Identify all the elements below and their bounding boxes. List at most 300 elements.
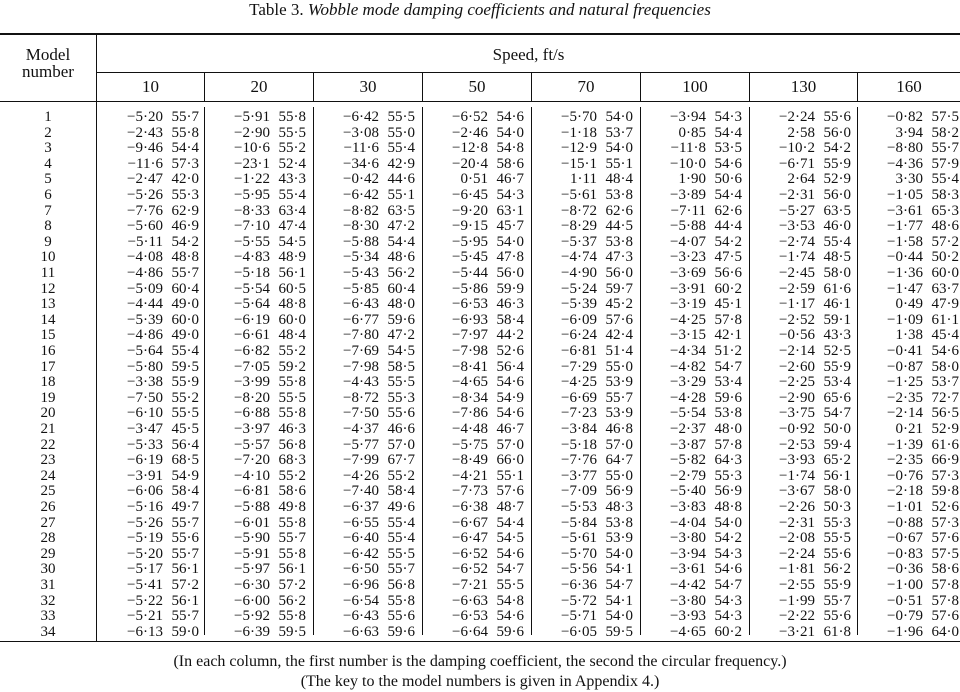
damping-coefficient: −3·84 [561, 421, 597, 437]
damping-coefficient: −4·36 [887, 155, 923, 172]
circular-frequency: 55·6 [823, 608, 851, 625]
circular-frequency: 56·2 [387, 265, 415, 281]
damping-coefficient: −3·61 [887, 202, 923, 219]
damping-coefficient: −2·31 [779, 187, 815, 203]
damping-coefficient: −6·88 [234, 405, 270, 422]
circular-frequency: 57·3 [931, 514, 959, 531]
table-row [0, 188, 960, 204]
damping-coefficient: −5·53 [561, 499, 597, 515]
damping-coefficient: −8·34 [452, 389, 488, 406]
damping-coefficient: −2·45 [779, 265, 815, 281]
circular-frequency: 53·8 [605, 233, 633, 250]
damping-coefficient: −3·29 [670, 374, 706, 391]
circular-frequency: 49·7 [171, 499, 199, 515]
speed-70-header: 70 [531, 73, 640, 101]
circular-frequency: 57·8 [714, 311, 742, 328]
circular-frequency: 47·4 [278, 218, 306, 235]
circular-frequency: 57·6 [931, 608, 959, 625]
circular-frequency: 46·1 [823, 296, 851, 313]
circular-frequency: 67·7 [387, 452, 415, 469]
damping-coefficient: −2·14 [779, 343, 815, 359]
damping-coefficient: −4·08 [127, 249, 163, 266]
damping-coefficient: −4·83 [234, 249, 270, 266]
damping-coefficient: −4·07 [670, 233, 706, 250]
damping-coefficient: −4·65 [670, 623, 706, 640]
model-number: 1 [44, 109, 52, 125]
circular-frequency: 53·9 [605, 405, 633, 422]
damping-coefficient: −3·67 [779, 483, 815, 500]
circular-frequency: 55·2 [387, 467, 415, 484]
circular-frequency: 48·4 [605, 171, 633, 188]
header-rule [0, 101, 960, 102]
damping-coefficient: 3·94 [895, 124, 923, 141]
circular-frequency: 59·5 [605, 623, 633, 640]
circular-frequency: 55·7 [171, 514, 199, 531]
damping-coefficient: −4·86 [127, 327, 163, 344]
damping-coefficient: −5·43 [343, 265, 379, 281]
circular-frequency: 63·1 [496, 202, 524, 219]
damping-coefficient: −7·20 [234, 452, 270, 469]
model-header-line-2: number [22, 62, 74, 81]
damping-coefficient: −2·18 [887, 483, 923, 500]
damping-coefficient: −4·28 [670, 389, 706, 406]
table-row [0, 625, 960, 641]
table-row [0, 578, 960, 594]
damping-coefficient: −8·30 [343, 218, 379, 235]
circular-frequency: 59·9 [496, 280, 524, 297]
damping-coefficient: −6·43 [343, 608, 379, 625]
model-number: 4 [44, 155, 52, 172]
damping-coefficient: −6·64 [452, 623, 488, 640]
circular-frequency: 64·3 [714, 452, 742, 469]
circular-frequency: 61·6 [931, 436, 959, 453]
circular-frequency: 55·7 [171, 545, 199, 562]
damping-coefficient: −4·65 [452, 374, 488, 391]
damping-coefficient: −5·55 [234, 233, 270, 250]
table-row [0, 531, 960, 547]
model-number: 13 [40, 296, 56, 313]
circular-frequency: 49·6 [387, 499, 415, 515]
circular-frequency: 55·4 [387, 514, 415, 531]
table-row [0, 516, 960, 532]
circular-frequency: 44·6 [387, 171, 415, 188]
circular-frequency: 55·1 [496, 467, 524, 484]
damping-coefficient: −3·80 [670, 592, 706, 609]
damping-coefficient: −7·09 [561, 483, 597, 500]
damping-coefficient: 1·38 [895, 327, 923, 344]
damping-coefficient: −7·97 [452, 327, 488, 344]
model-number: 18 [40, 374, 56, 391]
damping-coefficient: −5·91 [234, 109, 270, 125]
circular-frequency: 65·6 [823, 389, 851, 406]
damping-coefficient: −11·6 [127, 155, 163, 172]
damping-coefficient: −8·41 [452, 358, 488, 375]
damping-coefficient: −7·50 [127, 389, 163, 406]
circular-frequency: 55·5 [278, 389, 306, 406]
damping-coefficient: −6·71 [779, 155, 815, 172]
circular-frequency: 62·6 [714, 202, 742, 219]
model-number: 17 [40, 358, 56, 375]
damping-coefficient: −5·37 [561, 233, 597, 250]
damping-coefficient: −2·26 [779, 499, 815, 515]
circular-frequency: 59·0 [171, 623, 199, 640]
circular-frequency: 58·4 [496, 311, 524, 328]
circular-frequency: 56·5 [931, 405, 959, 422]
speed-values-header [0, 73, 960, 101]
circular-frequency: 51·4 [605, 343, 633, 359]
damping-coefficient: −6·81 [561, 343, 597, 359]
damping-coefficient: −5·61 [561, 530, 597, 547]
circular-frequency: 55·8 [278, 405, 306, 422]
circular-frequency: 52·6 [496, 343, 524, 359]
circular-frequency: 56·6 [714, 265, 742, 281]
circular-frequency: 47·9 [931, 296, 959, 313]
damping-coefficient: −1·74 [779, 249, 815, 266]
circular-frequency: 55·4 [171, 343, 199, 359]
damping-coefficient: −6·19 [127, 452, 163, 469]
damping-coefficient: −5·72 [561, 592, 597, 609]
circular-frequency: 55·5 [171, 405, 199, 422]
circular-frequency: 55·2 [171, 389, 199, 406]
damping-coefficient: −5·82 [670, 452, 706, 469]
circular-frequency: 58·6 [278, 483, 306, 500]
damping-coefficient: −1·74 [779, 467, 815, 484]
damping-coefficient: −5·86 [452, 280, 488, 297]
damping-coefficient: −7·29 [561, 358, 597, 375]
circular-frequency: 54·6 [496, 374, 524, 391]
top-rule [0, 33, 960, 35]
damping-coefficient: 0·49 [895, 296, 923, 313]
damping-coefficient: −5·54 [234, 280, 270, 297]
footnote-1: (In each column, the first number is the damping coefficient, the second the circular frequency.) [173, 653, 787, 670]
damping-coefficient: −1·99 [779, 592, 815, 609]
damping-coefficient: −6·45 [452, 187, 488, 203]
circular-frequency: 47·3 [605, 249, 633, 266]
damping-coefficient: 1·11 [570, 171, 597, 188]
circular-frequency: 54·0 [605, 545, 633, 562]
damping-coefficient: −10·0 [670, 155, 706, 172]
circular-frequency: 62·9 [171, 202, 199, 219]
circular-frequency: 55·2 [278, 343, 306, 359]
circular-frequency: 54·1 [605, 592, 633, 609]
circular-frequency: 55·9 [823, 155, 851, 172]
circular-frequency: 59·6 [496, 623, 524, 640]
damping-coefficient: −6·61 [234, 327, 270, 344]
circular-frequency: 42·4 [605, 327, 633, 344]
table-row [0, 438, 960, 454]
circular-frequency: 54·3 [714, 592, 742, 609]
table-caption [0, 0, 960, 20]
damping-coefficient: −6·42 [343, 545, 379, 562]
damping-coefficient: −8·80 [887, 140, 923, 157]
circular-frequency: 43·3 [278, 171, 306, 188]
circular-frequency: 58·2 [931, 124, 959, 141]
model-number: 15 [40, 327, 56, 344]
circular-frequency: 54·3 [714, 545, 742, 562]
damping-coefficient: −5·24 [561, 280, 597, 297]
caption-prefix: Table 3. [249, 0, 304, 19]
damping-coefficient: −4·25 [561, 374, 597, 391]
circular-frequency: 54·0 [714, 514, 742, 531]
circular-frequency: 53·4 [714, 374, 742, 391]
damping-coefficient: −5·44 [452, 265, 488, 281]
damping-coefficient: −5·70 [561, 109, 597, 125]
damping-coefficient: −2·22 [779, 608, 815, 625]
model-number: 24 [40, 467, 56, 484]
circular-frequency: 56·2 [278, 592, 306, 609]
damping-coefficient: −0·42 [343, 171, 379, 188]
damping-coefficient: −12·8 [452, 140, 488, 157]
circular-frequency: 44·4 [714, 218, 742, 235]
damping-coefficient: 3·30 [895, 171, 923, 188]
model-number: 10 [40, 249, 56, 266]
damping-coefficient: −7·99 [343, 452, 379, 469]
circular-frequency: 54·7 [714, 358, 742, 375]
damping-coefficient: −5·84 [561, 514, 597, 531]
circular-frequency: 53·5 [714, 140, 742, 157]
circular-frequency: 57·0 [387, 436, 415, 453]
damping-coefficient: −2·31 [779, 514, 815, 531]
footnote-2: (The key to the model numbers is given in Appendix 4.) [300, 673, 660, 690]
circular-frequency: 51·2 [714, 343, 742, 359]
damping-coefficient: −0·79 [887, 608, 923, 625]
damping-coefficient: −6·50 [343, 561, 379, 578]
damping-coefficient: 0·51 [460, 171, 488, 188]
damping-coefficient: −4·34 [670, 343, 706, 359]
circular-frequency: 55·5 [278, 124, 306, 141]
damping-coefficient: −1·05 [887, 187, 923, 203]
damping-coefficient: −4·43 [343, 374, 379, 391]
damping-coefficient: −4·04 [670, 514, 706, 531]
model-number: 7 [44, 202, 52, 219]
damping-coefficient: −5·61 [561, 187, 597, 203]
circular-frequency: 55·5 [823, 530, 851, 547]
damping-coefficient: −6·37 [343, 499, 379, 515]
model-number: 22 [40, 436, 56, 453]
table-row [0, 282, 960, 298]
damping-coefficient: −2·46 [452, 124, 488, 141]
speed-header: Speed, ft/s [492, 45, 565, 64]
damping-coefficient: −6·67 [452, 514, 488, 531]
circular-frequency: 54·2 [714, 530, 742, 547]
circular-frequency: 54·8 [496, 592, 524, 609]
circular-frequency: 56·0 [823, 124, 851, 141]
circular-frequency: 52·5 [823, 343, 851, 359]
damping-coefficient: −5·60 [127, 218, 163, 235]
damping-coefficient: −4·37 [343, 421, 379, 437]
damping-coefficient: −3·15 [670, 327, 706, 344]
damping-coefficient: −2·90 [779, 389, 815, 406]
damping-coefficient: −9·46 [127, 140, 163, 157]
circular-frequency: 68·3 [278, 452, 306, 469]
damping-coefficient: 1·90 [678, 171, 706, 188]
circular-frequency: 48·0 [387, 296, 415, 313]
damping-coefficient: −3·77 [561, 467, 597, 484]
damping-coefficient: −7·40 [343, 483, 379, 500]
circular-frequency: 54·9 [171, 467, 199, 484]
table-row [0, 469, 960, 485]
table-row [0, 484, 960, 500]
circular-frequency: 55·5 [387, 109, 415, 125]
model-number: 26 [40, 499, 56, 515]
circular-frequency: 60·0 [931, 265, 959, 281]
circular-frequency: 48·5 [823, 249, 851, 266]
circular-frequency: 53·9 [605, 374, 633, 391]
circular-frequency: 57·6 [605, 311, 633, 328]
circular-frequency: 54·4 [387, 233, 415, 250]
damping-coefficient: −1·09 [887, 311, 923, 328]
circular-frequency: 54·7 [823, 405, 851, 422]
circular-frequency: 52·4 [278, 155, 306, 172]
damping-coefficient: −5·34 [343, 249, 379, 266]
circular-frequency: 46·0 [823, 218, 851, 235]
circular-frequency: 57·0 [605, 436, 633, 453]
bottom-rule [0, 641, 960, 642]
table-row [0, 391, 960, 407]
damping-coefficient: −7·76 [127, 202, 163, 219]
circular-frequency: 56·0 [605, 265, 633, 281]
circular-frequency: 46·3 [278, 421, 306, 437]
circular-frequency: 55·7 [171, 608, 199, 625]
circular-frequency: 52·9 [823, 171, 851, 188]
circular-frequency: 59·6 [387, 623, 415, 640]
table-row [0, 562, 960, 578]
damping-coefficient: −2·35 [887, 389, 923, 406]
damping-coefficient: −10·2 [779, 140, 815, 157]
speed-10-header: 10 [142, 77, 159, 96]
circular-frequency: 54·6 [496, 405, 524, 422]
damping-coefficient: −3·53 [779, 218, 815, 235]
circular-frequency: 48·6 [387, 249, 415, 266]
damping-coefficient: −4·21 [452, 467, 488, 484]
circular-frequency: 53·8 [605, 187, 633, 203]
circular-frequency: 54·6 [496, 608, 524, 625]
damping-coefficient: −5·22 [127, 592, 163, 609]
circular-frequency: 55·6 [171, 530, 199, 547]
damping-coefficient: −20·4 [452, 155, 488, 172]
damping-coefficient: −2·53 [779, 436, 815, 453]
circular-frequency: 58·4 [387, 483, 415, 500]
table-row [0, 609, 960, 625]
circular-frequency: 48·8 [278, 296, 306, 313]
damping-coefficient: −5·95 [452, 233, 488, 250]
table-row [0, 406, 960, 422]
circular-frequency: 54·0 [605, 140, 633, 157]
damping-coefficient: −3·23 [670, 249, 706, 266]
circular-frequency: 48·7 [496, 499, 524, 515]
circular-frequency: 57·0 [496, 436, 524, 453]
damping-coefficient: −1·36 [887, 265, 923, 281]
damping-coefficient: −5·95 [234, 187, 270, 203]
damping-coefficient: −6·82 [234, 343, 270, 359]
model-number: 32 [40, 592, 56, 609]
damping-coefficient: −8·82 [343, 202, 379, 219]
damping-coefficient: −5·45 [452, 249, 488, 266]
circular-frequency: 57·3 [931, 467, 959, 484]
damping-coefficient: 0·85 [678, 124, 706, 141]
circular-frequency: 54·5 [387, 343, 415, 359]
damping-coefficient: −7·76 [561, 452, 597, 469]
damping-coefficient: −3·91 [670, 280, 706, 297]
damping-coefficient: −5·97 [234, 561, 270, 578]
circular-frequency: 54·2 [714, 233, 742, 250]
damping-coefficient: −3·87 [670, 436, 706, 453]
circular-frequency: 56·8 [387, 577, 415, 593]
model-header-line-1: Model [25, 45, 71, 64]
circular-frequency: 54·9 [496, 389, 524, 406]
circular-frequency: 58·6 [931, 561, 959, 578]
circular-frequency: 53·9 [605, 530, 633, 547]
table-row [0, 594, 960, 610]
damping-coefficient: −8·49 [452, 452, 488, 469]
model-number: 19 [40, 389, 56, 406]
model-number: 21 [40, 421, 56, 437]
damping-coefficient: −5·19 [127, 530, 163, 547]
damping-coefficient: 0·21 [895, 421, 923, 437]
speed-20-header: 20 [204, 73, 313, 101]
circular-frequency: 60·4 [387, 280, 415, 297]
damping-coefficient: −4·42 [670, 577, 706, 593]
table-row [0, 313, 960, 329]
damping-coefficient: −6·63 [343, 623, 379, 640]
circular-frequency: 54·4 [496, 514, 524, 531]
speed-50-header: 50 [422, 73, 531, 101]
circular-frequency: 54·7 [496, 561, 524, 578]
circular-frequency: 54·0 [496, 233, 524, 250]
damping-coefficient: 2·58 [787, 124, 815, 141]
damping-coefficient: −5·71 [561, 608, 597, 625]
circular-frequency: 54·7 [605, 577, 633, 593]
circular-frequency: 56·4 [496, 358, 524, 375]
damping-coefficient: −7·98 [452, 343, 488, 359]
damping-coefficient: −1·47 [887, 280, 923, 297]
damping-coefficient: −5·39 [561, 296, 597, 313]
table-row [0, 141, 960, 157]
damping-coefficient: −6·24 [561, 327, 597, 344]
model-number: 3 [44, 140, 52, 157]
table-row [0, 297, 960, 313]
damping-coefficient: −3·99 [234, 374, 270, 391]
circular-frequency: 45·4 [931, 327, 959, 344]
table-row [0, 360, 960, 376]
damping-coefficient: −5·88 [234, 499, 270, 515]
damping-coefficient: −5·26 [127, 187, 163, 203]
damping-coefficient: −2·59 [779, 280, 815, 297]
damping-coefficient: −2·60 [779, 358, 815, 375]
circular-frequency: 55·6 [823, 545, 851, 562]
circular-frequency: 55·8 [278, 374, 306, 391]
damping-coefficient: −6·77 [343, 311, 379, 328]
table-row [0, 547, 960, 563]
damping-coefficient: −6·40 [343, 530, 379, 547]
circular-frequency: 58·3 [931, 187, 959, 203]
damping-coefficient: −6·93 [452, 311, 488, 328]
circular-frequency: 60·4 [171, 280, 199, 297]
circular-frequency: 57·9 [931, 155, 959, 172]
damping-coefficient: −5·09 [127, 280, 163, 297]
circular-frequency: 55·8 [387, 592, 415, 609]
model-number: 28 [40, 530, 56, 547]
damping-coefficient: −2·52 [779, 311, 815, 328]
circular-frequency: 63·4 [278, 202, 306, 219]
circular-frequency: 54·6 [714, 561, 742, 578]
circular-frequency: 54·6 [714, 155, 742, 172]
circular-frequency: 56·1 [278, 561, 306, 578]
damping-coefficient: −7·23 [561, 405, 597, 422]
circular-frequency: 57·2 [171, 577, 199, 593]
model-number: 6 [44, 187, 52, 203]
circular-frequency: 56·1 [171, 592, 199, 609]
